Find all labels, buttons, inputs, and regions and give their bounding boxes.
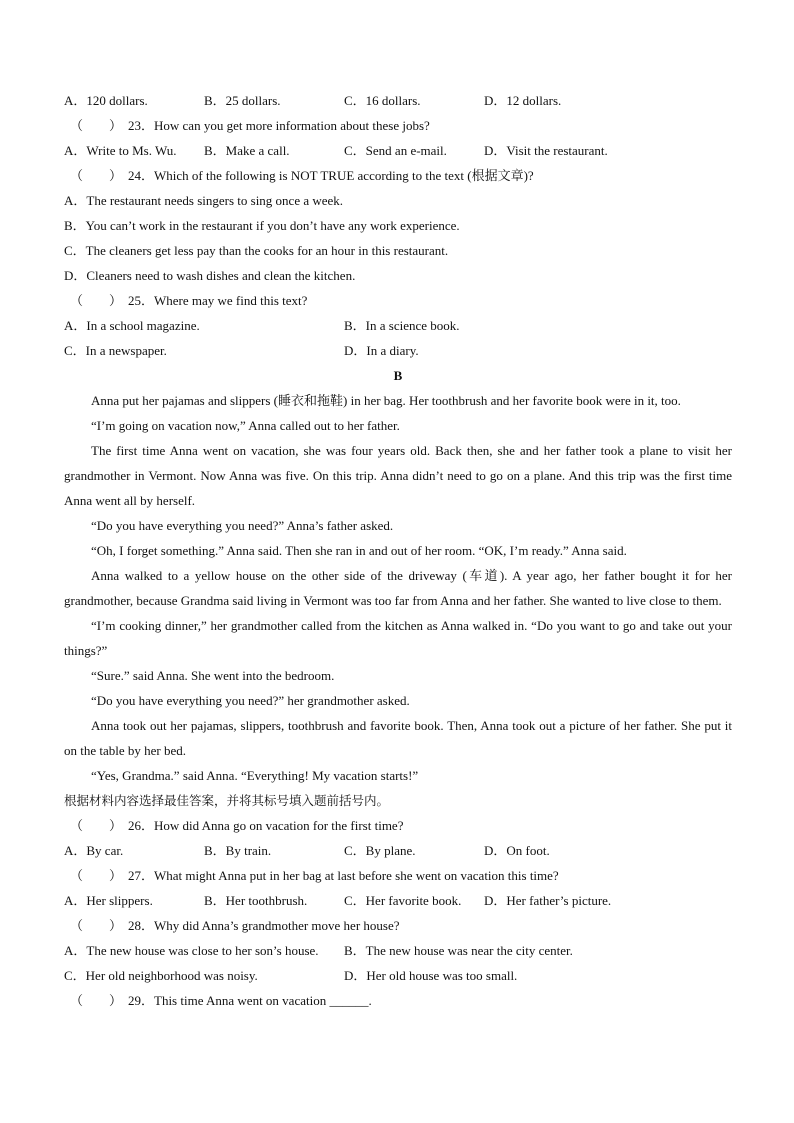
passage-paragraph: The first time Anna went on vacation, she was four years old. Back then, she and her father took a plane to visit her grandmother in Vermont. Now Anna was five. On this trip. Anna didn’t need to go on a plane. And this trip was the first time Anna went all by herself. [64, 443, 732, 508]
answer-parenthesis: （ ） [70, 293, 123, 308]
question-24 [64, 163, 732, 188]
passage-paragraph: “Oh, I forget something.” Anna said. Then she ran in and out of her room. “OK, I’m ready.” Anna said. [91, 543, 627, 558]
passage-paragraph: “Do you have everything you need?” her grandmother asked. [91, 693, 410, 708]
question-text: 26．How did Anna go on vacation for the first time? [128, 818, 404, 833]
question-text: 23．How can you get more information about these jobs? [128, 118, 430, 133]
q22-options [64, 88, 732, 113]
option-c: C．16 dollars. [344, 93, 421, 108]
reading-passage [64, 388, 732, 788]
passage-paragraph: “Sure.” said Anna. She went into the bedroom. [91, 668, 335, 683]
answer-parenthesis: （ ） [70, 993, 123, 1008]
q28-options-row-2 [64, 963, 732, 988]
option-b: B．25 dollars. [204, 93, 281, 108]
passage-paragraph: “I’m cooking dinner,” her grandmother called from the kitchen as Anna walked in. “Do you want to go and take out your things?” [64, 618, 732, 658]
option-d: D．In a diary. [344, 343, 419, 358]
option-c: C．Her old neighborhood was noisy. [64, 968, 258, 983]
option-b: B．Make a call. [204, 143, 290, 158]
option-b: B．By train. [204, 843, 272, 858]
option-d: D．12 dollars. [484, 93, 562, 108]
option-d: D．Her old house was too small. [344, 968, 518, 983]
passage-paragraph: Anna took out her pajamas, slippers, toothbrush and favorite book. Then, Anna took out a picture of her father. She put it on the table by her bed. [64, 718, 732, 758]
section-b-title: B [393, 368, 403, 383]
question-text: 28．Why did Anna’s grandmother move her house? [128, 918, 400, 933]
q25-options-row-2 [64, 338, 732, 363]
answer-parenthesis: （ ） [70, 168, 123, 183]
option-b: B．The new house was near the city center. [344, 943, 573, 958]
answer-parenthesis: （ ） [70, 818, 123, 833]
passage-paragraph: Anna walked to a yellow house on the other side of the driveway (车道). A year ago, her father bought it for her grandmother, because Grandma said living in Vermont was too far from Anna and her father. She wanted to live close to them. [64, 568, 732, 608]
option-c: C．The cleaners get less pay than the cooks for an hour in this restaurant. [64, 243, 449, 258]
option-d: D．On foot. [484, 843, 550, 858]
option-b: B．Her toothbrush. [204, 893, 308, 908]
question-text: 24．Which of the following is NOT TRUE according to the text (根据文章)? [128, 168, 534, 183]
answer-parenthesis: （ ） [70, 918, 123, 933]
option-b: B．You can’t work in the restaurant if you don’t have any work experience. [64, 218, 460, 233]
option-c: C．Her favorite book. [344, 893, 462, 908]
question-27 [64, 863, 732, 888]
option-a: A．The restaurant needs singers to sing once a week. [64, 193, 344, 208]
option-a: A．The new house was close to her son’s house. [64, 943, 319, 958]
option-a: A．Her slippers. [64, 893, 153, 908]
q23-options [64, 138, 732, 163]
question-25 [64, 288, 732, 313]
question-text: 29．This time Anna went on vacation ______. [128, 993, 372, 1008]
option-d: D．Visit the restaurant. [484, 143, 608, 158]
question-26 [64, 813, 732, 838]
instruction: 根据材料内容选择最佳答案，并将其标号填入题前括号内。 [64, 793, 390, 808]
exam-page [64, 88, 732, 1013]
passage-paragraph: “Do you have everything you need?” Anna’s father asked. [91, 518, 394, 533]
option-a: A．Write to Ms. Wu. [64, 143, 177, 158]
option-c: C．Send an e-mail. [344, 143, 447, 158]
question-text: 25．Where may we find this text? [128, 293, 308, 308]
passage-paragraph: Anna put her pajamas and slippers (睡衣和拖鞋) in her bag. Her toothbrush and her favorite book were in it, too. [91, 393, 681, 408]
option-c: C．By plane. [344, 843, 416, 858]
q27-options [64, 888, 732, 913]
passage-paragraph: “Yes, Grandma.” said Anna. “Everything! My vacation starts!” [91, 768, 419, 783]
q28-options-row-1 [64, 938, 732, 963]
option-d: D．Cleaners need to wash dishes and clean the kitchen. [64, 268, 356, 283]
question-text: 27．What might Anna put in her bag at last before she went on vacation this time? [128, 868, 559, 883]
answer-parenthesis: （ ） [70, 868, 123, 883]
option-a: A．120 dollars. [64, 93, 148, 108]
option-b: B．In a science book. [344, 318, 460, 333]
option-d: D．Her father’s picture. [484, 893, 612, 908]
option-c: C．In a newspaper. [64, 343, 167, 358]
passage-paragraph: “I’m going on vacation now,” Anna called out to her father. [91, 418, 400, 433]
question-29 [64, 988, 732, 1013]
question-28 [64, 913, 732, 938]
option-a: A．By car. [64, 843, 124, 858]
q25-options-row-1 [64, 313, 732, 338]
question-23 [64, 113, 732, 138]
answer-parenthesis: （ ） [70, 118, 123, 133]
q26-options [64, 838, 732, 863]
option-a: A．In a school magazine. [64, 318, 200, 333]
